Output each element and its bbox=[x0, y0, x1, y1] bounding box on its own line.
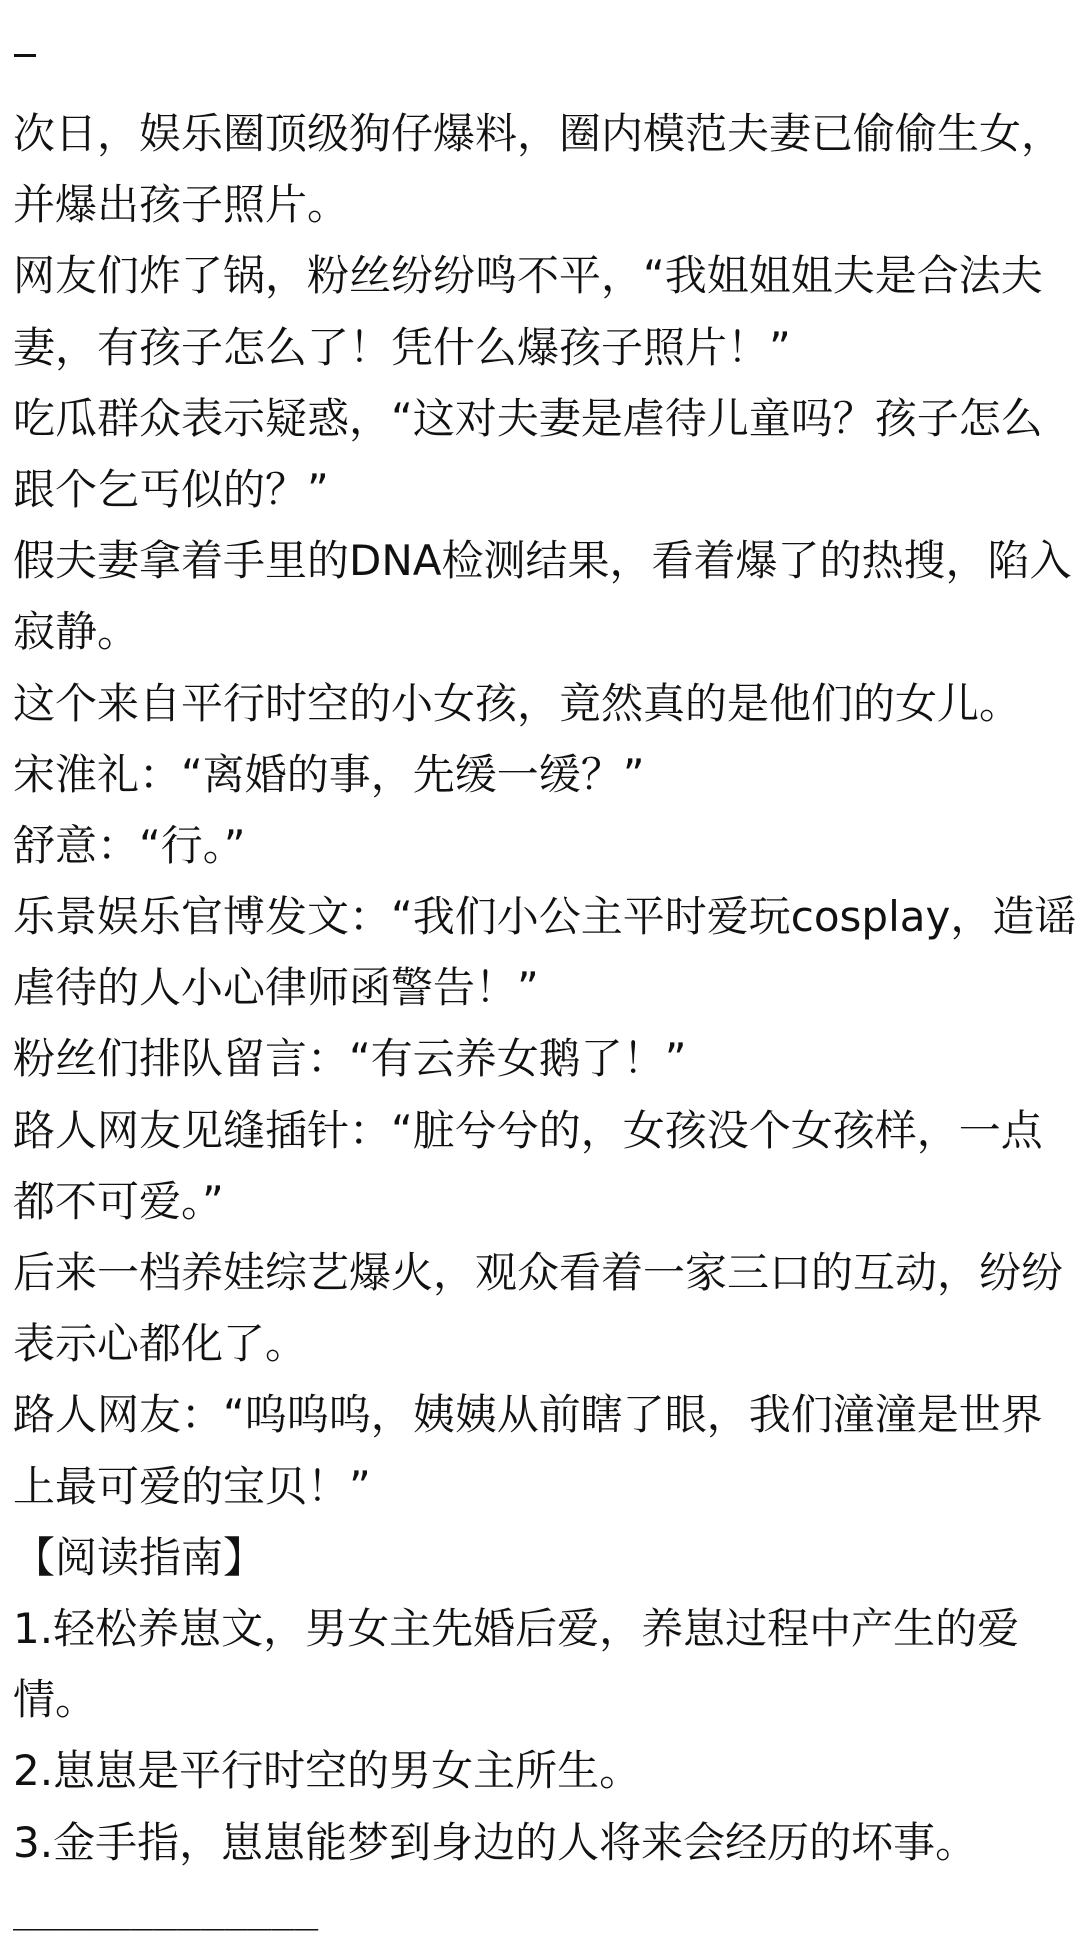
text-line: 都不可爱。” bbox=[13, 1176, 224, 1226]
top-dash-mark bbox=[14, 54, 36, 57]
text-line: 后来一档养娃综艺爆火，观众看着一家三口的互动，纷纷 bbox=[13, 1248, 1064, 1297]
text-line: 粉丝们排队留言：“有云养女鹅了！” bbox=[13, 1034, 687, 1084]
list-item: 1.轻松养崽文，男女主先婚后爱，养崽过程中产生的爱 bbox=[13, 1603, 1020, 1653]
text-line: 并爆出孩子照片。 bbox=[13, 180, 350, 230]
text-line: 虐待的人小心律师函警告！” bbox=[13, 963, 539, 1013]
section-heading: 【阅读指南】 bbox=[13, 1532, 266, 1582]
text-line: 宋淮礼：“离婚的事，先缓一缓？” bbox=[13, 749, 645, 799]
text-line: 路人网友见缝插针：“脏兮兮的，女孩没个女孩样，一点 bbox=[13, 1105, 1043, 1155]
list-item: 3.金手指，崽崽能梦到身边的人将来会经历的坏事。 bbox=[13, 1817, 978, 1867]
text-line: 路人网友：“呜呜呜，姨姨从前瞎了眼，我们潼潼是世界 bbox=[13, 1390, 1043, 1440]
text-line: 假夫妻拿着手里的DNA检测结果，看着爆了的热搜，陷入 bbox=[13, 536, 1072, 586]
text-line: 吃瓜群众表示疑惑，“这对夫妻是虐待儿童吗？孩子怎么 bbox=[13, 393, 1043, 443]
text-line: 舒意：“行。” bbox=[13, 820, 246, 870]
text-line: 跟个乞丐似的？” bbox=[13, 464, 329, 514]
bottom-rule: _____________ bbox=[13, 1885, 319, 1931]
text-line: 妻，有孩子怎么了！凭什么爆孩子照片！” bbox=[13, 322, 791, 372]
list-item: 情。 bbox=[13, 1675, 98, 1725]
text-line: 网友们炸了锅，粉丝纷纷鸣不平，“我姐姐姐夫是合法夫 bbox=[13, 251, 1043, 301]
text-line: 这个来自平行时空的小女孩，竟然真的是他们的女儿。 bbox=[13, 678, 1022, 728]
list-item: 2.崽崽是平行时空的男女主所生。 bbox=[13, 1746, 642, 1796]
text-line: 上最可爱的宝贝！” bbox=[13, 1461, 371, 1511]
text-body bbox=[13, 98, 1080, 1878]
text-line: 乐景娱乐官博发文：“我们小公主平时爱玩cosplay，造谣 bbox=[13, 892, 1077, 942]
text-line: 寂静。 bbox=[13, 607, 140, 657]
text-line: 次日，娱乐圈顶级狗仔爆料，圈内模范夫妻已偷偷生女， bbox=[13, 109, 1064, 158]
text-line: 表示心都化了。 bbox=[13, 1319, 308, 1369]
